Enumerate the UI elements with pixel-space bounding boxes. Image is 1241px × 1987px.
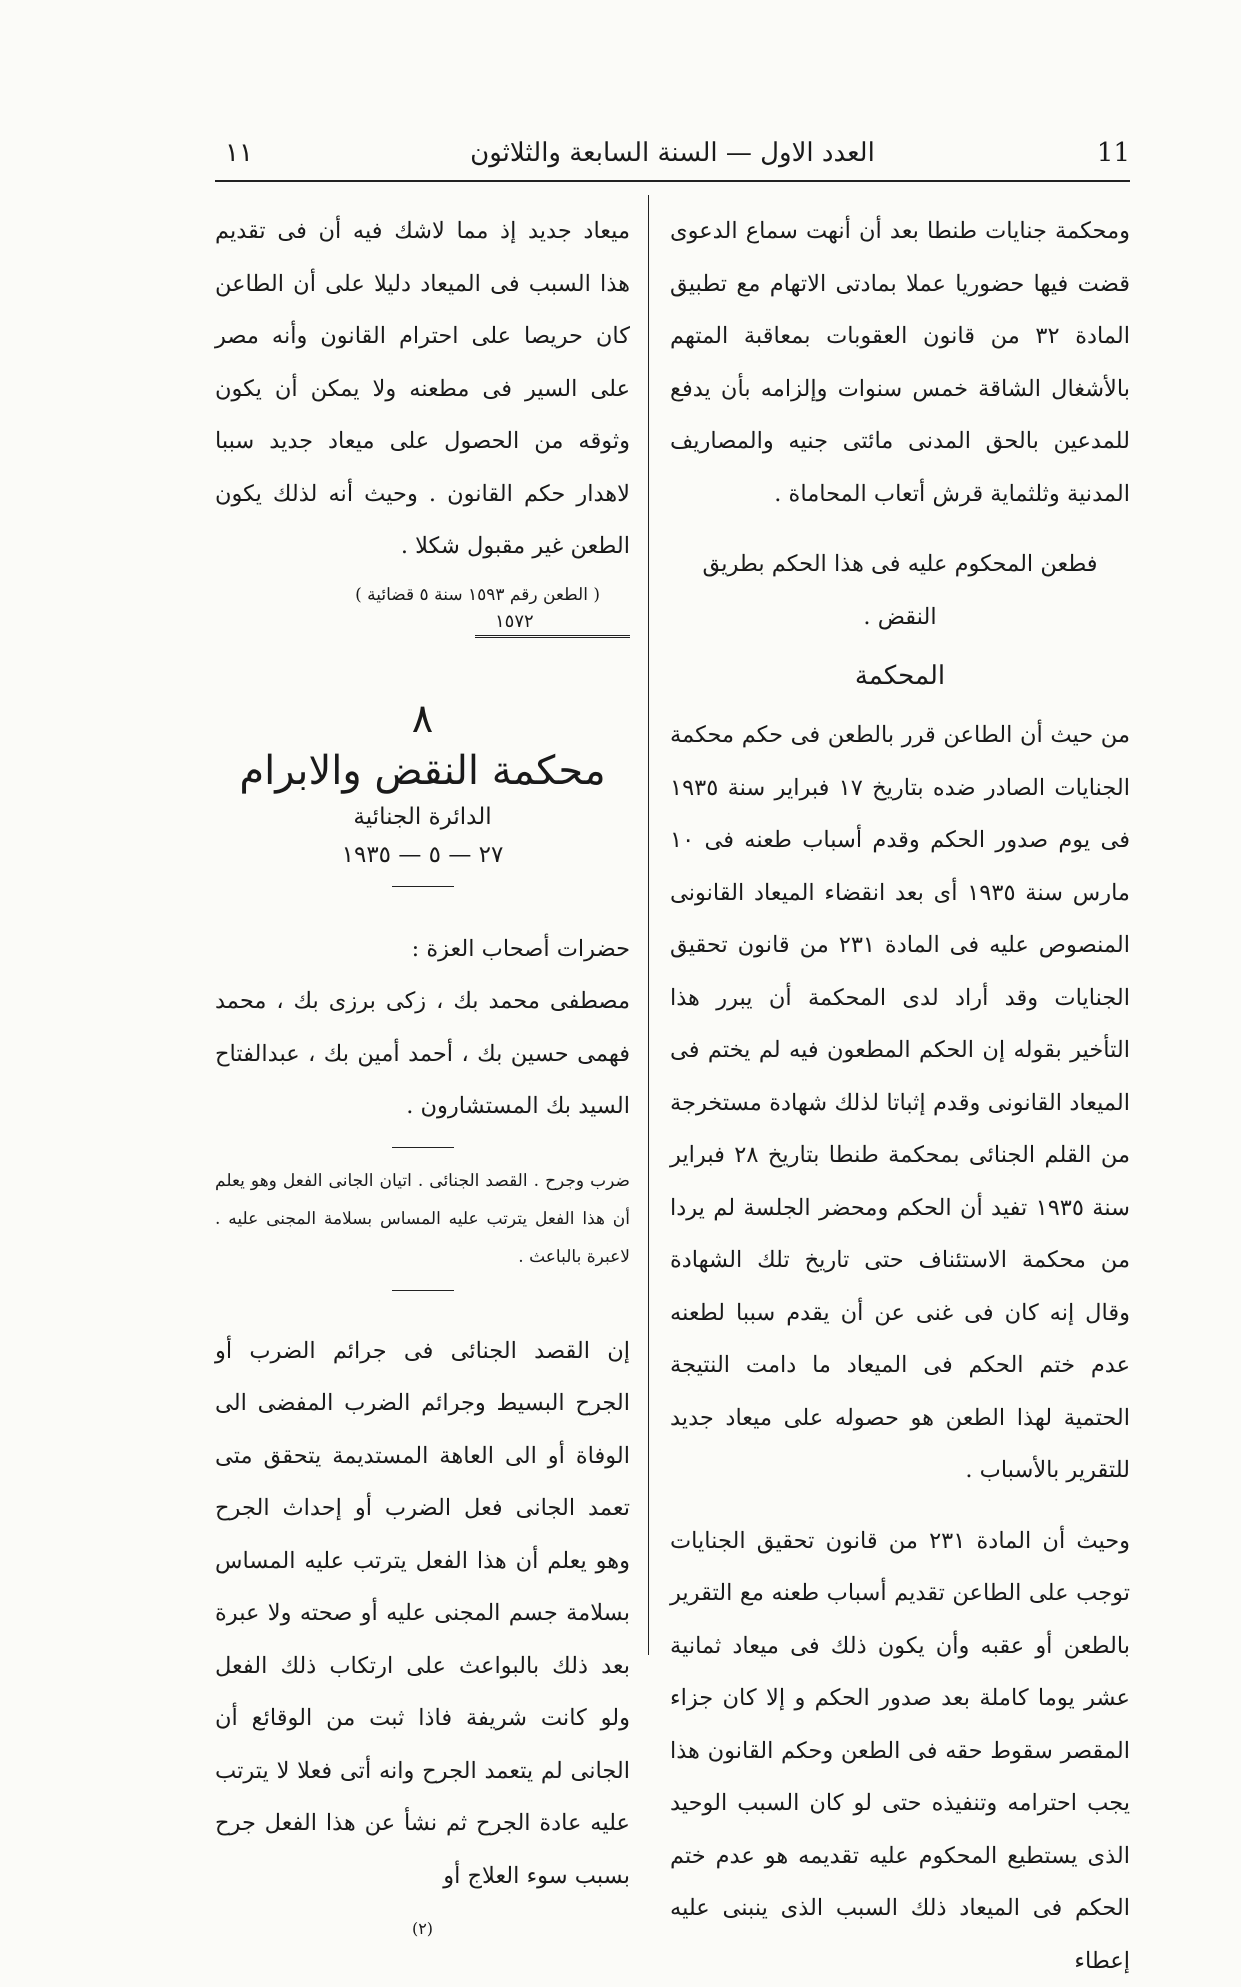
right-column [670,205,1130,1987]
case-number: ٨ [215,696,630,742]
judges-title: حضرات أصحاب العزة : [215,923,630,976]
case-citation: ( الطعن رقم ١٥٩٣ سنة ٥ قضائية ) [215,581,630,609]
judges-list: مصطفى محمد بك ، زكى برزى بك ، محمد فهمى حسين بك ، أحمد أمين بك ، عبدالفتاح السيد بك المستشارون . [215,975,630,1133]
section-rule [392,1147,454,1148]
continuation-paragraph: ميعاد جديد إذ مما لاشك فيه أن فى تقديم هذا السبب فى الميعاد دليلا على أن الطاعن كان حريصا على احترام القانون وأنه مصر على السير فى مطعنه ولا يمكن أن يكون وثوقه من الحصول على ميعاد جديد سببا لاهدار حكم القانون . وحيث أنه لذلك يكون الطعن غير مقبول شكلا . [215,205,630,573]
header-rule [215,180,1130,182]
case-summary: ضرب وجرح . القصد الجنائى . اتيان الجانى الفعل وهو يعلم أن هذا الفعل يترتب عليه المساس بسلامة المجنى عليه . لاعبرة بالباعث . [215,1162,630,1276]
main-paragraph: إن القصد الجنائى فى جرائم الضرب أو الجرح البسيط وجرائم الضرب المفضى الى الوفاة أو الى العاهة المستديمة يتحقق متى تعمد الجانى فعل الضرب أو إحداث الجرح وهو يعلم أن هذا الفعل يترتب عليه المساس بسلامة جسم المجنى عليه أو صحته ولا عبرة بعد ذلك بالبواعث على ارتكاب ذلك الفعل ولو كانت شريفة فاذا ثبت من الوقائع أن الجانى لم يتعمد الجرح وانه أتى فعلا لا يترتب عليه عادة الجرح ثم نشأ عن هذا الفعل جرح بسبب سوء العلاج أو [215,1325,630,1903]
column-divider [648,195,649,1655]
page-number-left: ١١ [225,138,253,168]
section-rule [392,886,454,887]
left-column [215,205,630,1902]
footer-marker: (٢) [215,1919,630,1938]
appeal-paragraph: فطعن المحكوم عليه فى هذا الحكم بطريق النقض . [670,538,1130,643]
running-title: العدد الاول — السنة السابعة والثلاثون [215,138,1130,168]
ruling-paragraph-2: وحيث أن المادة ٢٣١ من قانون تحقيق الجنايات توجب على الطاعن تقديم أسباب طعنه مع التقرير بالطعن أو عقبه وأن يكون ذلك فى ميعاد ثمانية عشر يوما كاملة بعد صدور الحكم و إلا كان جزاء المقصر سقوط حقه فى الطعن وحكم القانون هذا يجب احترامه وتنفيذه حتى لو كان السبب الوحيد الذى يستطيع المحكوم عليه تقديمه هو عدم ختم الحكم فى الميعاد ذلك السبب الذى ينبنى عليه إعطاء [670,1515,1130,1987]
page-number-right: 11 [1097,138,1130,168]
citation-number: ١٥٧٢ [475,609,630,635]
ruling-paragraph-1: من حيث أن الطاعن قرر بالطعن فى حكم محكمة الجنايات الصادر ضده بتاريخ ١٧ فبراير سنة ١٩٣٥ فى يوم صدور الحكم وقدم أسباب طعنه فى ١٠ مارس سنة ١٩٣٥ أى بعد انقضاء الميعاد القانونى المنصوص عليه فى المادة ٢٣١ من قانون تحقيق الجنايات وقد أراد لدى المحكمة أن يبرر هذا التأخير بقوله إن الحكم المطعون فيه لم يختم فى الميعاد القانونى وقدم إثباتا لذلك شهادة مستخرجة من القلم الجنائى بمحكمة طنطا بتاريخ ٢٨ فبراير سنة ١٩٣٥ تفيد أن الحكم ومحضر الجلسة لم يردا من محكمة الاستئناف حتى تاريخ تلك الشهادة وقال إنه كان فى غنى عن أن يقدم سببا لطعنه عدم ختم الحكم فى الميعاد ما دامت النتيجة الحتمية لهذا الطعن هو حصوله على ميعاد جديد للتقرير بالأسباب . [670,709,1130,1497]
ruling-date: ٢٧ — ٥ — ١٩٣٥ [215,842,630,868]
section-rule [392,1290,454,1291]
court-name: محكمة النقض والابرام [215,748,630,794]
intro-paragraph: ومحكمة جنايات طنطا بعد أن أنهت سماع الدعوى قضت فيها حضوريا عملا بمادتى الاتهام مع تطبيق المادة ٣٢ من قانون العقوبات بمعاقبة المتهم بالأشغال الشاقة خمس سنوات وإلزامه بأن يدفع للمدعين بالحق المدنى مائتى جنيه والمصاريف المدنية وثلثماية قرش أتعاب المحاماة . [670,205,1130,520]
section-title: المحكمة [670,661,1130,691]
circuit-name: الدائرة الجنائية [215,804,630,830]
page-header [215,138,1130,178]
double-rule [475,635,630,638]
